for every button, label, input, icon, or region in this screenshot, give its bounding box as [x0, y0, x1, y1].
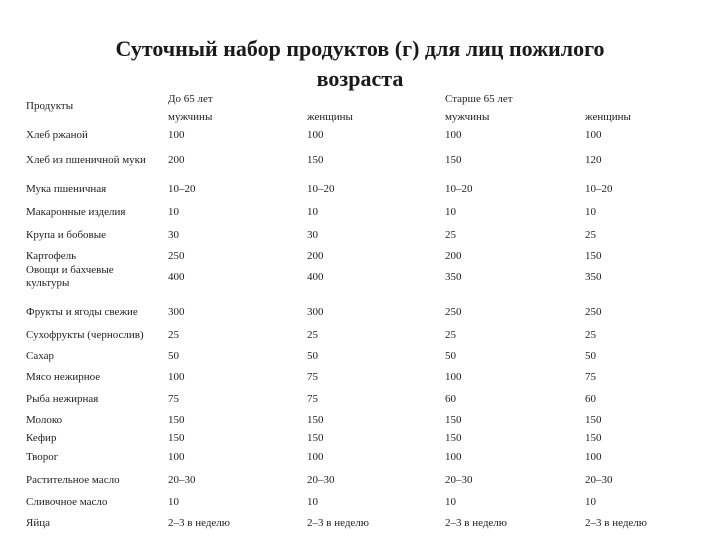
- table-cell: 100: [445, 371, 462, 383]
- header-products: Продукты: [26, 100, 74, 112]
- table-cell: 100: [168, 129, 185, 141]
- table-cell: 10–20: [445, 183, 473, 195]
- table-cell: 75: [307, 393, 318, 405]
- table-cell: 250: [168, 250, 185, 262]
- table-cell: 350: [445, 271, 462, 283]
- row-label: Творог: [26, 451, 59, 463]
- table-cell: 30: [168, 229, 179, 241]
- table-cell: 300: [168, 306, 185, 318]
- table-cell: 2–3 в неделю: [307, 517, 370, 529]
- table-cell: 150: [585, 250, 602, 262]
- table-cell: 10: [445, 496, 456, 508]
- table-cell: 250: [585, 306, 602, 318]
- row-label: Сухофрукты (чернослив): [26, 329, 144, 341]
- header-women-over-65: женщины: [585, 111, 631, 123]
- page-title: Суточный набор продуктов (г) для лиц пожилого возраста: [115, 36, 605, 91]
- table-cell: 50: [307, 350, 318, 362]
- table-cell: 150: [445, 154, 462, 166]
- row-label: Крупа и бобовые: [26, 229, 107, 241]
- table-cell: 50: [445, 350, 456, 362]
- row-label: Хлеб из пшеничной муки: [26, 154, 146, 166]
- row-label: Сливочное масло: [26, 496, 108, 508]
- table-cell: 10: [168, 496, 179, 508]
- table-cell: 2–3 в неделю: [445, 517, 508, 529]
- table-cell: 100: [585, 129, 602, 141]
- row-label: Мука пшеничная: [26, 183, 107, 195]
- table-cell: 25: [585, 229, 596, 241]
- row-label: Мясо нежирное: [26, 371, 101, 383]
- table-cell: 25: [445, 229, 456, 241]
- row-label: Макаронные изделия: [26, 206, 126, 218]
- table-cell: 150: [445, 432, 462, 444]
- table-cell: 10: [585, 496, 596, 508]
- table-cell: 10–20: [168, 183, 196, 195]
- table-cell: 20–30: [168, 474, 196, 486]
- table-cell: 75: [307, 371, 318, 383]
- table-cell: 100: [445, 451, 462, 463]
- table-cell: 250: [445, 306, 462, 318]
- table-cell: 10: [307, 496, 318, 508]
- table-cell: 150: [168, 432, 185, 444]
- table-cell: 50: [585, 350, 596, 362]
- table-cell: 10: [445, 206, 456, 218]
- table-cell: 200: [307, 250, 324, 262]
- table-cell: 200: [445, 250, 462, 262]
- table-cell: 400: [307, 271, 324, 283]
- table-cell: 350: [585, 271, 602, 283]
- table-cell: 120: [585, 154, 602, 166]
- table-cell: 150: [168, 414, 185, 426]
- header-group-under-65: До 65 лет: [168, 93, 213, 105]
- table-cell: 10–20: [307, 183, 335, 195]
- table-cell: 30: [307, 229, 318, 241]
- table-cell: 25: [307, 329, 318, 341]
- row-label: Хлеб ржаной: [26, 129, 88, 141]
- row-label: Растительное масло: [26, 474, 120, 486]
- table-cell: 25: [168, 329, 179, 341]
- table-cell: 2–3 в неделю: [585, 517, 648, 529]
- table-cell: 300: [307, 306, 324, 318]
- row-label: Рыба нежирная: [26, 393, 99, 405]
- table-cell: 150: [307, 432, 324, 444]
- table-cell: 60: [445, 393, 456, 405]
- row-label: Кефир: [26, 432, 57, 444]
- table-cell: 75: [168, 393, 179, 405]
- table-cell: 150: [585, 414, 602, 426]
- table-cell: 60: [585, 393, 596, 405]
- table-cell: 75: [585, 371, 596, 383]
- row-label: Овощи и бахчевые культуры: [26, 264, 114, 289]
- table-cell: 25: [445, 329, 456, 341]
- header-women-under-65: женщины: [307, 111, 353, 123]
- header-men-under-65: мужчины: [168, 111, 213, 123]
- table-cell: 150: [307, 414, 324, 426]
- table-cell: 100: [168, 371, 185, 383]
- table-cell: 100: [307, 129, 324, 141]
- header-men-over-65: мужчины: [445, 111, 490, 123]
- table-cell: 10: [307, 206, 318, 218]
- table-cell: 150: [307, 154, 324, 166]
- table-cell: 150: [585, 432, 602, 444]
- row-label: Молоко: [26, 414, 63, 426]
- table-cell: 100: [445, 129, 462, 141]
- row-label: Картофель: [26, 250, 77, 262]
- row-label: Сахар: [26, 350, 54, 362]
- table-cell: 200: [168, 154, 185, 166]
- table-cell: 20–30: [585, 474, 613, 486]
- table-cell: 20–30: [445, 474, 473, 486]
- table-cell: 50: [168, 350, 179, 362]
- table-cell: 2–3 в неделю: [168, 517, 231, 529]
- row-label: Фрукты и ягоды свежие: [26, 306, 138, 318]
- table-cell: 100: [585, 451, 602, 463]
- table-cell: 10: [168, 206, 179, 218]
- table-cell: 10–20: [585, 183, 613, 195]
- table-cell: 100: [307, 451, 324, 463]
- table-cell: 10: [585, 206, 596, 218]
- table-cell: 25: [585, 329, 596, 341]
- row-label: Яйца: [26, 517, 50, 529]
- table-cell: 20–30: [307, 474, 335, 486]
- table-cell: 100: [168, 451, 185, 463]
- table-cell: 150: [445, 414, 462, 426]
- header-group-over-65: Старше 65 лет: [445, 93, 513, 105]
- table-cell: 400: [168, 271, 185, 283]
